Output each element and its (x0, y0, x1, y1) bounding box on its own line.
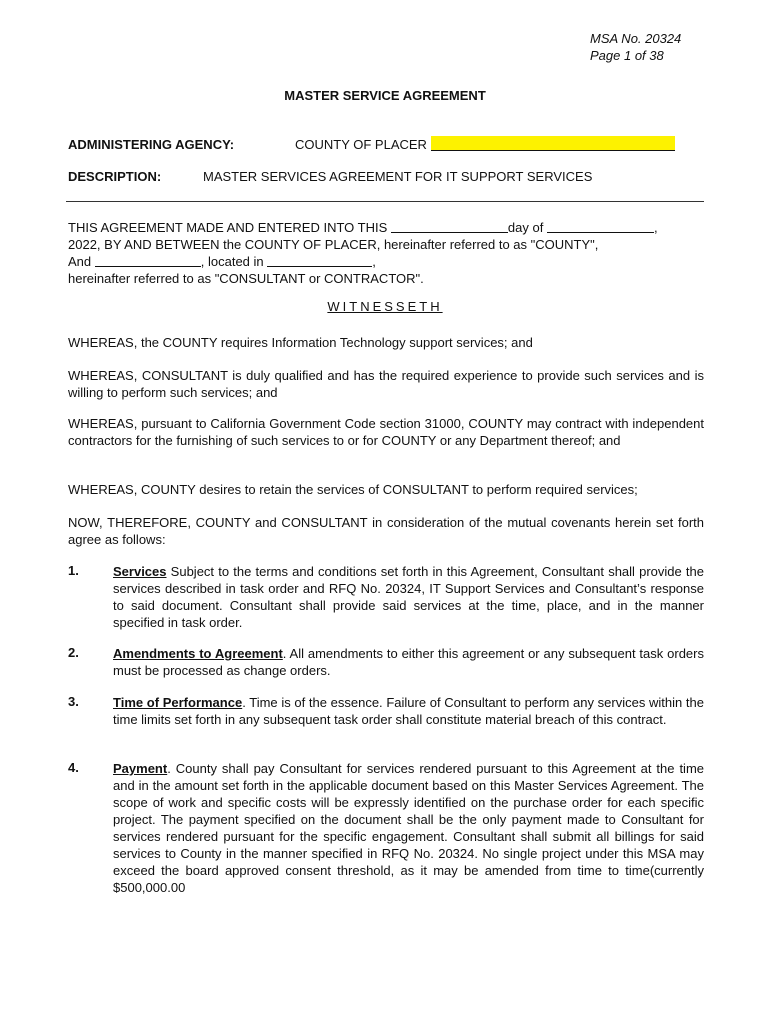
agency-row (68, 136, 675, 152)
whereas-4: WHEREAS, COUNTY desires to retain the services of CONSULTANT to perform required services; (68, 482, 638, 497)
item-body: Subject to the terms and conditions set forth in this Agreement, Consultant shall provide the services described in task order and RFQ No. 20324, IT Support Services and Consultant’s response to said document. Consultant shall provide said services at the time, place, and in the manner specified in task order. (113, 564, 704, 630)
msa-number: MSA No. 20324 (590, 31, 682, 46)
location-blank[interactable] (267, 254, 372, 267)
item-amendments (113, 645, 704, 679)
item-time-of-performance (113, 694, 704, 728)
intro-paragraph (68, 219, 704, 287)
intro-text: And (68, 254, 92, 269)
item-body: . All amendments to either this agreement or any subsequent task orders must be processed as change orders. (113, 646, 704, 678)
intro-text: , located in (200, 254, 264, 269)
whereas-3: WHEREAS, pursuant to California Government Code section 31000, COUNTY may contract with independent contractors for the furnishing of such services to or for COUNTY or any Department thereof; and (68, 416, 704, 448)
document-header (590, 30, 681, 64)
description-row (68, 169, 592, 184)
item-services (113, 563, 704, 631)
item-body: . County shall pay Consultant for services rendered pursuant to this Agreement at the time and in the amount set forth in the applicable document based on this Master Services Agreement. The scope of work and specific costs will be expressly identified on the purchase order for each specific project. The payment specified on the document shall be the only payment made to Consultant for services rendered pursuant for the specific engagement. Consultant shall submit all billings for said services to County in the manner specified in RFQ No. 20324. No single project under this MSA may exceed the board approved consent threshold, as it may be amended from time to time(currently $500,000.00 (113, 761, 704, 895)
page-number: Page 1 of 38 (590, 48, 664, 63)
whereas-1: WHEREAS, the COUNTY requires Information Technology support services; and (68, 335, 533, 350)
item-body: . Time is of the essence. Failure of Consultant to perform any services within the time limits set forth in any subsequent task order shall constitute material breach of this contract. (113, 695, 704, 727)
intro-line-2: 2022, BY AND BETWEEN the COUNTY OF PLACER, hereinafter referred to as "COUNTY", (68, 237, 599, 252)
consultant-blank[interactable] (95, 254, 201, 267)
witnesseth-heading: WITNESSETH (327, 299, 443, 314)
intro-line-4: hereinafter referred to as "CONSULTANT or CONTRACTOR". (68, 271, 424, 286)
item-number: 2. (68, 645, 79, 660)
intro-text: , (653, 220, 658, 235)
agency-value: COUNTY OF PLACER (295, 137, 427, 152)
description-label: DESCRIPTION: (68, 169, 162, 184)
now-therefore: NOW, THEREFORE, COUNTY and CONSULTANT in consideration of the mutual covenants herein set forth agree as follows: (68, 515, 704, 547)
document-title: MASTER SERVICE AGREEMENT (284, 88, 486, 103)
month-blank[interactable] (547, 220, 654, 233)
item-number: 4. (68, 760, 79, 775)
description-value: MASTER SERVICES AGREEMENT FOR IT SUPPORT SERVICES (203, 169, 593, 184)
item-heading: Payment (113, 761, 168, 776)
whereas-2: WHEREAS, CONSULTANT is duly qualified and has the required experience to provide such services and is willing to perform such services; and (68, 368, 704, 400)
item-heading: Services (113, 564, 167, 579)
item-number: 3. (68, 694, 79, 709)
item-payment (113, 760, 704, 896)
item-heading: Time of Performance (113, 695, 243, 710)
agency-highlight-field[interactable] (431, 136, 675, 151)
divider (66, 201, 704, 202)
item-number: 1. (68, 563, 79, 578)
intro-text: day of (507, 220, 544, 235)
date-blank[interactable] (391, 220, 508, 233)
intro-text: THIS AGREEMENT MADE AND ENTERED INTO THIS (68, 220, 388, 235)
intro-text: , (372, 254, 376, 269)
agency-label: ADMINISTERING AGENCY: (68, 137, 235, 152)
item-heading: Amendments to Agreement (113, 646, 283, 661)
